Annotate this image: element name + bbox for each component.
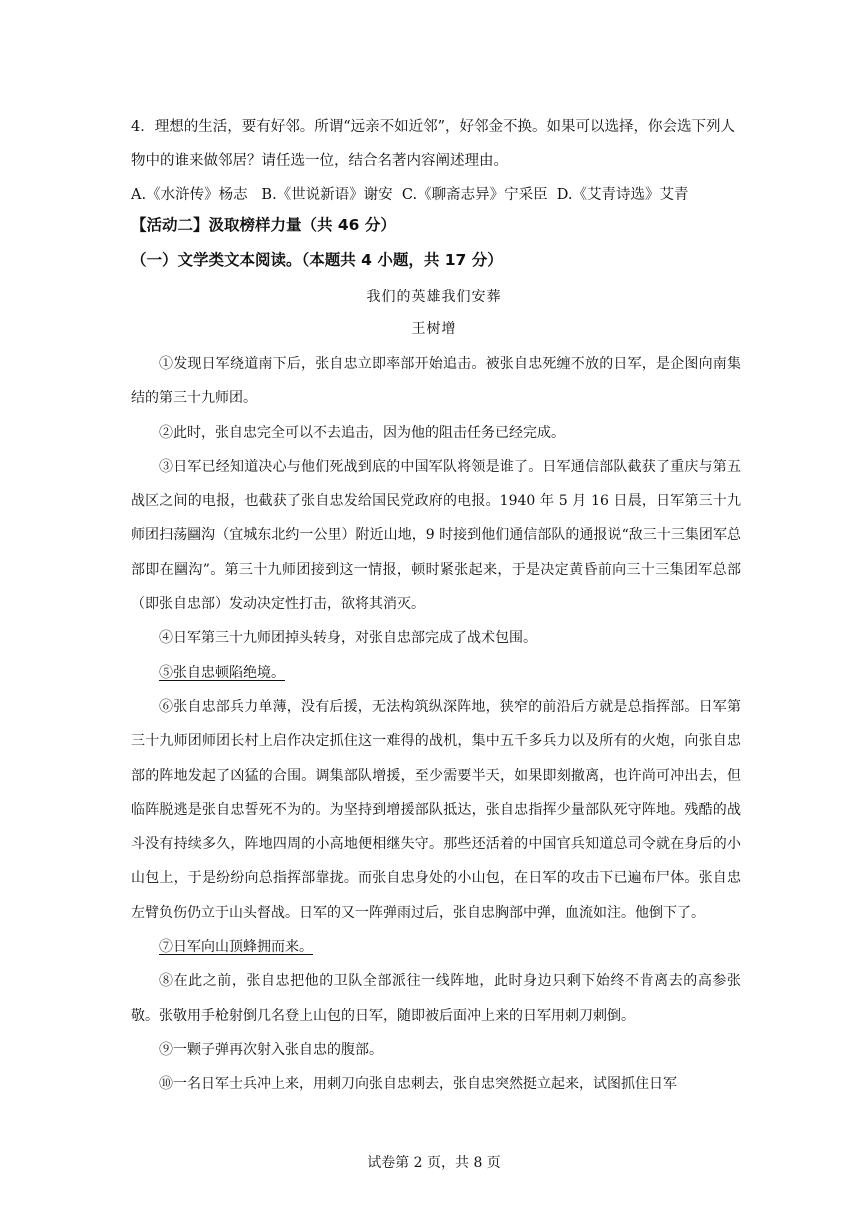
question-4-options: A.《水浒传》杨志 B.《世说新语》谢安 C.《聊斋志异》宁采臣 D.《艾青诗选》艾青: [131, 187, 689, 203]
article-body: [131, 347, 741, 1102]
paragraph-7-underlined: ⑦日军向山顶蜂拥而来。: [159, 939, 313, 956]
paragraph-4: ④日军第三十九师团掉头转身，对张自忠部完成了战术包围。: [159, 630, 537, 647]
article-author: 王树增: [411, 321, 457, 337]
paragraph-7: [131, 930, 741, 964]
paragraph-9: ⑨一颗子弹再次射入张自忠的腹部。: [159, 1041, 383, 1058]
paragraph-1: ①发现日军绕道南下后，张自忠立即率部开始追击。被张自忠死缠不放的日军，是企图向南集结的第三十九师团。: [131, 356, 741, 407]
section-title: （一）文学类文本阅读。（本题共 4 小题，共 17 分）: [131, 251, 503, 269]
article-title: 我们的英雄我们安葬: [366, 289, 502, 305]
question-4: [131, 110, 741, 212]
paragraph-5-underlined: ⑤张自忠顿陷绝境。: [159, 664, 285, 681]
paragraph-2: ②此时，张自忠完全可以不去追击，因为他的阻击任务已经完成。: [159, 424, 565, 441]
paragraph-6: ⑥张自忠部兵力单薄，没有后援，无法构筑纵深阵地，狭窄的前沿后方就是总指挥部。日军第三十九师团师团长村上启作决定抓住这一难得的战机，集中五千多兵力以及所有的火炮，向张自忠部的阵地发起了凶猛的合围。调集部队增援，至少需要半天，如果即刻撤离，也许尚可冲出去，但临阵脱逃是张自忠誓死不为的。为坚持到增援部队抵达，张自忠指挥少量部队死守阵地。残酷的战斗没有持续多久，阵地四周的小高地便相继失守。那些还活着的中国官兵知道总司令就在身后的小山包上，于是纷纷向总指挥部靠拢。而张自忠身处的小山包，在日军的攻击下已遍布尸体。张自忠左臂负伤仍立于山头督战。日军的又一阵弹雨过后，张自忠胸部中弹，血流如注。他倒下了。: [131, 698, 741, 921]
activity-title: 【活动二】汲取榜样力量（共 46 分）: [131, 216, 396, 234]
paragraph-5: [131, 656, 741, 690]
paragraph-8: ⑧在此之前，张自忠把他的卫队全部派往一线阵地，此时身边只剩下始终不肯离去的高参张敬。张敬用手枪射倒几名登上山包的日军，随即被后面冲上来的日军用刺刀刺倒。: [131, 973, 741, 1024]
paragraph-10: ⑩一名日军士兵冲上来，用刺刀向张自忠刺去，张自忠突然挺立起来，试图抓住日军: [159, 1076, 677, 1093]
page-footer: 试卷第 2 页，共 8 页: [367, 1155, 501, 1171]
paragraph-3: ③日军已经知道决心与他们死战到底的中国军队将领是谁了。日军通信部队截获了重庆与第五战区之间的电报，也截获了张自忠发给国民党政府的电报。1940 年 5 月 16 日晨，日军第三十九师团扫荡圝沟（宜城东北约一公里）附近山地，9 时接到他们通信部队的通报说“敌三十三集团军总部即在圝沟”。第三十九师团接到这一情报，顿时紧张起来，于是决定黄昏前向三十三集团军总部（即张自忠部）发动决定性打击，欲将其消灭。: [131, 458, 741, 613]
question-4-text: 4．理想的生活，要有好邻。所谓“远亲不如近邻”，好邻金不换。如果可以选择，你会选下列人物中的谁来做邻居？请任选一位，结合名著内容阐述理由。: [131, 119, 736, 169]
